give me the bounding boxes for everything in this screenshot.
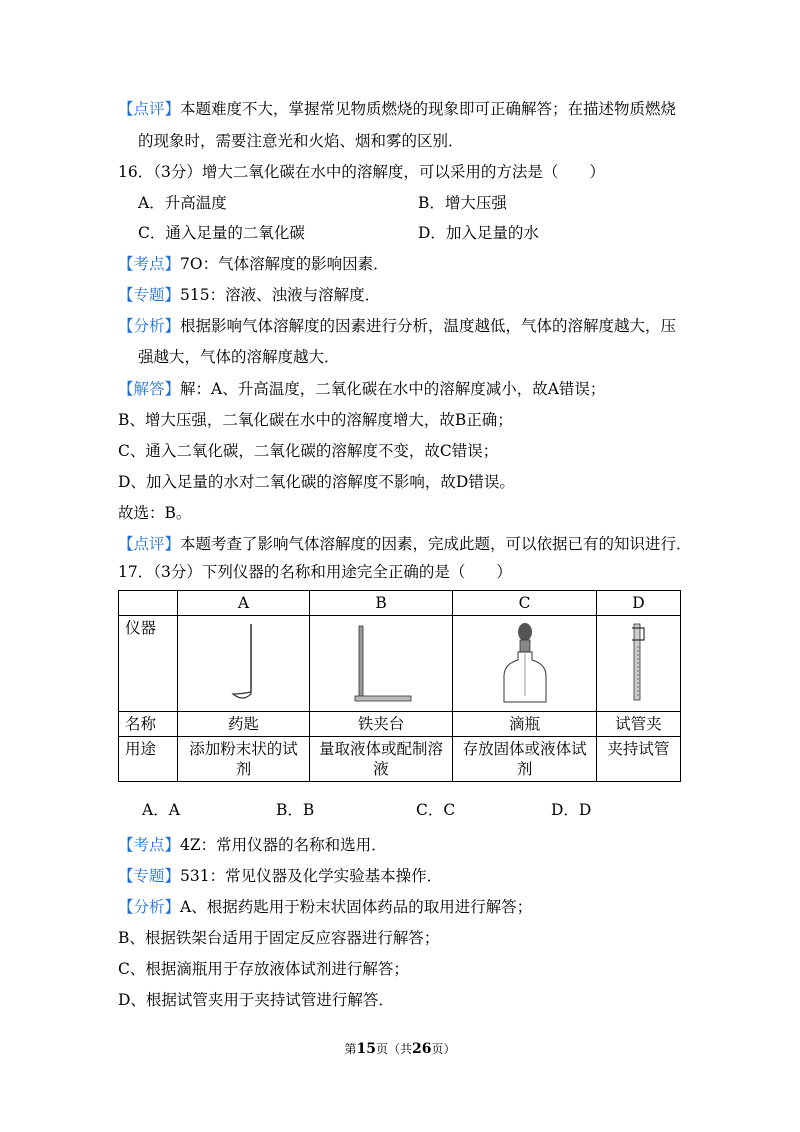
fenxi2-text: A、根据药匙用于粉末状固体药品的取用进行解答；	[180, 898, 533, 916]
dianping-line	[118, 534, 692, 554]
use-b	[309, 737, 453, 782]
footer-mid: 页（共	[375, 1042, 412, 1056]
fenxi-line	[118, 316, 676, 336]
kaodian2-tag: 【考点】	[118, 836, 181, 854]
table-header-a: A	[178, 591, 310, 616]
page-footer	[0, 1040, 800, 1057]
question-17: 17．（3分）下列仪器的名称和用途完全正确的是（ ）	[118, 563, 512, 581]
zhuanti-line	[118, 285, 380, 305]
name-c: 滴瓶	[453, 712, 596, 737]
table-header-c: C	[453, 591, 596, 616]
kaodian-tag: 【考点】	[118, 255, 181, 273]
fenxi-tag: 【分析】	[118, 317, 181, 335]
fenxi2-tag: 【分析】	[118, 898, 181, 916]
use-d	[596, 737, 680, 782]
zhuanti2-tag: 【专题】	[118, 867, 181, 885]
q17-option-a: A．A	[142, 801, 180, 819]
q16-option-d: D．加入足量的水	[418, 224, 539, 242]
table-row-use	[119, 737, 681, 782]
zhuanti-tag: 【专题】	[118, 286, 181, 304]
kaodian2-text: 4Z：常用仪器的名称和选用．	[180, 836, 387, 854]
row-label-name: 名称	[119, 712, 178, 737]
kaodian-text: 7O：气体溶解度的影响因素．	[180, 255, 389, 273]
comment-line-2: 的现象时，需要注意光和火焰、烟和雾的区别．	[138, 132, 464, 150]
question-16: 16．（3分）增大二氧化碳在水中的溶解度，可以采用的方法是（ ）	[118, 163, 605, 181]
jieda-b: B、增大压强，二氧化碳在水中的溶解度增大，故B正确；	[118, 411, 513, 429]
kaodian-line	[118, 254, 389, 274]
q16-option-c: C．通入足量的二氧化碳	[138, 224, 305, 242]
q16-option-a: A．升高温度	[138, 194, 227, 212]
name-b: 铁夹台	[309, 712, 453, 737]
use-c-line-2: 剂	[516, 760, 533, 778]
q16-option-b: B．增大压强	[418, 194, 507, 212]
medicine-spoon-icon	[213, 618, 273, 706]
use-b-line-1: 量取液体或配制溶	[319, 740, 444, 758]
iron-stand-image	[309, 616, 453, 712]
iron-stand-icon	[341, 618, 421, 706]
comment-line-1	[118, 99, 676, 119]
zhuanti2-text: 531：常见仪器及化学实验基本操作．	[180, 867, 443, 885]
use-c	[453, 737, 596, 782]
table-corner-cell	[119, 591, 178, 616]
q17-option-c: C．C	[416, 801, 456, 819]
q17-option-b: B．B	[276, 801, 315, 819]
dianping-tag: 【点评】	[118, 535, 181, 553]
use-b-line-2: 液	[373, 760, 389, 778]
row-label-use: 用途	[119, 737, 178, 782]
answer-choice: 故选：B。	[118, 504, 192, 522]
dropper-bottle-image	[453, 616, 596, 712]
table-header-d: D	[596, 591, 680, 616]
fenxi2-d: D、根据试管夹用于夹持试管进行解答．	[118, 991, 394, 1009]
fenxi-line-2: 强越大，气体的溶解度越大．	[138, 348, 340, 366]
fenxi2-line	[118, 897, 532, 917]
jieda-d: D、加入足量的水对二氧化碳的溶解度不影响，故D错误。	[118, 473, 515, 491]
q17-option-d: D．D	[551, 801, 592, 819]
use-c-line-1: 存放固体或液体试	[462, 740, 587, 758]
jieda-tag: 【解答】	[118, 380, 181, 398]
jieda-line	[118, 379, 605, 399]
dianping-text: 本题考查了影响气体溶解度的因素，完成此题，可以依据已有的知识进行．	[180, 535, 692, 553]
fenxi2-b: B、根据铁架台适用于固定反应容器进行解答；	[118, 929, 440, 947]
table-header-row	[119, 591, 681, 616]
table-row-instrument	[119, 616, 681, 712]
spoon-image	[178, 616, 310, 712]
instrument-table	[118, 590, 681, 782]
use-a	[178, 737, 310, 782]
test-tube-clamp-icon	[618, 618, 658, 706]
fenxi2-c: C、根据滴瓶用于存放液体试剂进行解答；	[118, 960, 409, 978]
tube-clamp-image	[596, 616, 680, 712]
page-number: 15	[356, 1041, 376, 1057]
footer-post: 页）	[431, 1042, 456, 1056]
comment-text: 本题难度不大，掌握常见物质燃烧的现象即可正确解答；在描述物质燃烧	[180, 100, 677, 118]
total-pages: 26	[412, 1041, 432, 1057]
kaodian2-line	[118, 835, 387, 855]
jieda-text: 解：A、升高温度，二氧化碳在水中的溶解度减小，故A错误；	[180, 380, 606, 398]
fenxi-text: 根据影响气体溶解度的因素进行分析，温度越低，气体的溶解度越大，压	[180, 317, 677, 335]
zhuanti2-line	[118, 866, 442, 886]
dropper-bottle-icon	[490, 618, 560, 706]
row-label-instrument: 仪器	[119, 616, 178, 712]
zhuanti-text: 515：溶液、浊液与溶解度．	[180, 286, 381, 304]
footer-pre: 第	[344, 1042, 357, 1056]
table-row-name	[119, 712, 681, 737]
name-d: 试管夹	[596, 712, 680, 737]
name-a: 药匙	[178, 712, 310, 737]
use-a-line-1: 添加粉末状的试	[189, 740, 298, 758]
use-a-line-2: 剂	[235, 760, 252, 778]
comment-tag: 【点评】	[118, 100, 181, 118]
table-header-b: B	[309, 591, 453, 616]
jieda-c: C、通入二氧化碳，二氧化碳的溶解度不变，故C错误；	[118, 442, 499, 460]
use-d-line-1: 夹持试管	[607, 740, 670, 758]
